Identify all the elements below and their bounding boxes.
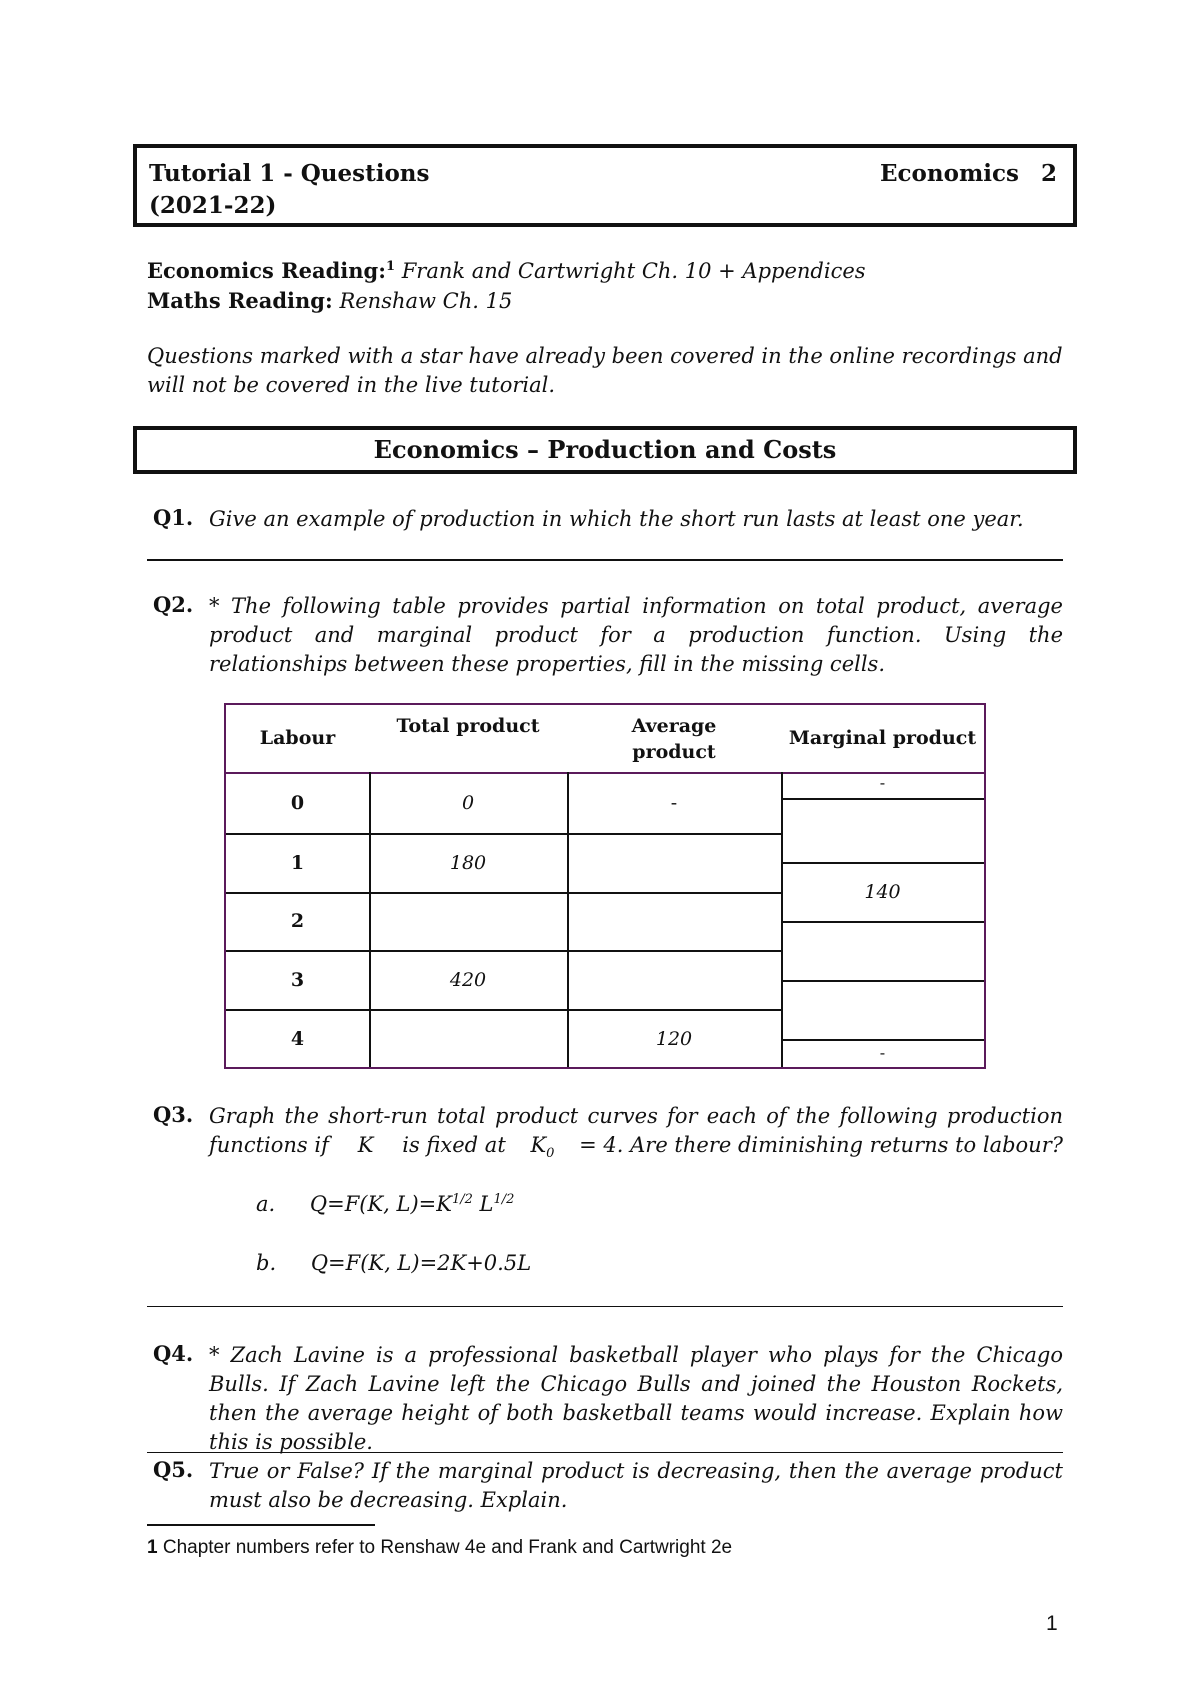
labour-cell: 3: [290, 969, 305, 991]
q4-number: Q4.: [153, 1341, 194, 1366]
q4-text: * Zach Lavine is a professional basketball player who plays for the Chicago Bulls. If Zach Lavine left the Chicago Bulls and joined the Houston Rockets, then the average height of both basketball teams would increase. Explain how this is possible.: [209, 1343, 1063, 1454]
footnote-text: Chapter numbers refer to Renshaw 4e and Frank and Cartwright 2e: [162, 1537, 733, 1558]
q1-text: Give an example of production in which the short run lasts at least one year.: [209, 507, 1024, 531]
q3-a-equation: Q=F(K, L)=K: [309, 1192, 452, 1216]
marginal-rule: [781, 1039, 984, 1041]
maths-reading-text: Renshaw Ch. 15: [339, 289, 513, 313]
column-rule: [369, 772, 371, 1067]
course-name: Economics 2: [880, 160, 1057, 187]
q3-number: Q3.: [153, 1102, 194, 1127]
row-rule: [226, 1009, 781, 1011]
q3-a-equation-2: L: [472, 1192, 494, 1216]
divider: [147, 559, 1063, 561]
header-average-product: Average product: [631, 715, 717, 763]
row-rule: [226, 950, 781, 952]
marginal-product-cell: -: [879, 773, 886, 792]
q3-part-a: [256, 1192, 514, 1216]
q3-sub-zero: 0: [546, 1146, 555, 1162]
q3-b-label: b.: [256, 1251, 277, 1275]
q2-text: * The following table provides partial information on total product, average product and marginal product for a production function. Using the relationships between these properties, fill in the missing cells.: [209, 594, 1063, 676]
labour-cell: 2: [290, 910, 305, 932]
tutorial-year: (2021-22): [149, 192, 277, 219]
labour-cell: 1: [290, 852, 305, 874]
average-product-cell: 120: [655, 1028, 693, 1050]
q3-text-c: = 4. Are there diminishing returns to labour?: [579, 1133, 1064, 1157]
q5-number: Q5.: [153, 1457, 194, 1482]
divider: [147, 1452, 1063, 1453]
header-box: [133, 144, 1077, 227]
marginal-rule: [781, 921, 984, 923]
q3-var-k: K: [357, 1133, 374, 1157]
q5-text: True or False? If the marginal product is decreasing, then the average product must also be decreasing. Explain.: [209, 1459, 1063, 1512]
marginal-product-cell: -: [879, 1043, 886, 1062]
economics-reading-label: Economics Reading:: [147, 258, 386, 283]
row-rule: [226, 833, 781, 835]
maths-reading-label: Maths Reading:: [147, 288, 333, 313]
q3-text-a: Graph the short-run total product curves for each of the following production functions if: [209, 1104, 1063, 1157]
average-product-cell: -: [670, 792, 678, 814]
q3-text: [209, 1102, 1063, 1168]
total-product-cell: 420: [449, 969, 487, 991]
header-total-product: Total product: [396, 715, 540, 737]
marginal-rule: [781, 798, 984, 800]
economics-reading: [147, 258, 866, 283]
marginal-rule: [781, 862, 984, 864]
q3-a-exponent-2: 1/2: [493, 1192, 515, 1207]
q2-number: Q2.: [153, 592, 194, 617]
q3-text-b: is fixed at: [402, 1133, 506, 1157]
marginal-product-cell: 140: [864, 881, 901, 903]
star-note: Questions marked with a star have already been covered in the online recordings and will not be covered in the live tutorial.: [147, 344, 1063, 397]
header-marginal-product: Marginal product: [788, 727, 977, 749]
footnote: [147, 1537, 732, 1559]
q3-part-b: [256, 1251, 531, 1275]
column-rule: [781, 772, 783, 1067]
header-labour: Labour: [259, 727, 336, 749]
q3-a-label: a.: [256, 1192, 276, 1216]
section-title: Economics – Production and Costs: [133, 426, 1077, 474]
page-number: 1: [1046, 1612, 1058, 1635]
marginal-rule: [781, 980, 984, 982]
footnote-mark: 1: [147, 1537, 158, 1558]
q3-b-equation: Q=F(K, L)=2K+0.5L: [310, 1251, 532, 1275]
q3-var-k0: K: [530, 1133, 547, 1157]
maths-reading: [147, 288, 512, 313]
footnote-divider: [147, 1524, 375, 1526]
total-product-cell: 0: [461, 792, 475, 814]
divider: [147, 1306, 1063, 1307]
labour-cell: 4: [290, 1028, 305, 1050]
total-product-cell: 180: [449, 852, 487, 874]
tutorial-title: Tutorial 1 - Questions: [149, 160, 430, 187]
footnote-ref: 1: [385, 259, 396, 274]
q1-number: Q1.: [153, 505, 194, 530]
labour-cell: 0: [290, 792, 305, 814]
economics-reading-text: Frank and Cartwright Ch. 10 + Appendices: [401, 259, 866, 283]
column-rule: [567, 772, 569, 1067]
row-rule: [226, 892, 781, 894]
q3-a-exponent-1: 1/2: [451, 1192, 473, 1207]
production-table: [224, 703, 986, 1069]
